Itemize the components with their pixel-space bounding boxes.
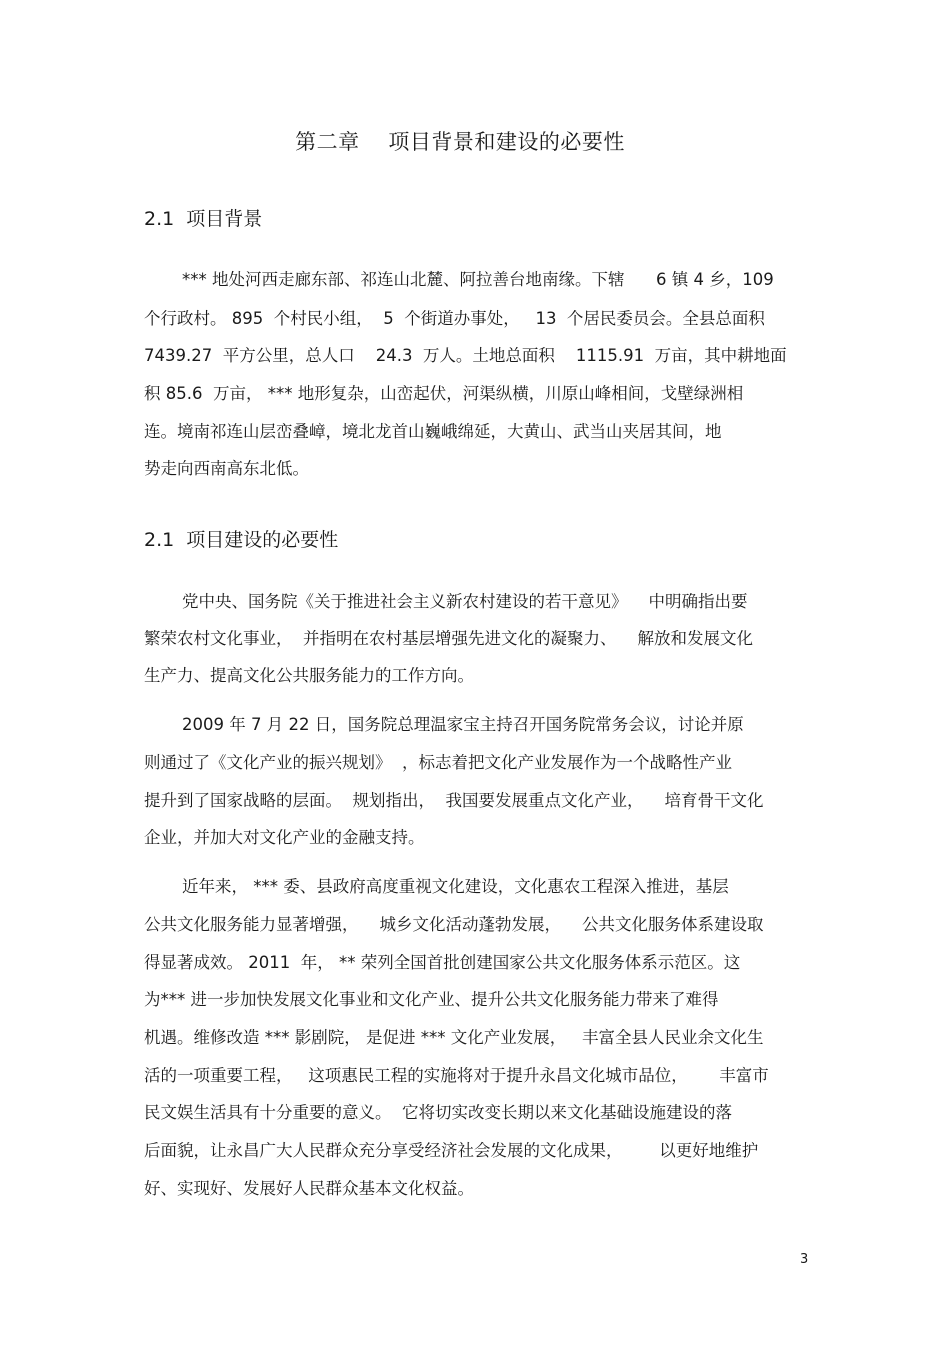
text-line: 公共文化服务能力显著增强， 城乡文化活动蓬勃发展， 公共文化服务体系建设取 (144, 915, 764, 934)
text-line: 为*** 进一步加快发展文化事业和文化产业、提升公共文化服务能力带来了难得 (144, 990, 719, 1009)
text-line: *** 地处河西走廊东部、祁连山北麓、阿拉善台地南缘。下辖 6 镇 4 乡，109 (182, 270, 774, 289)
page-number: 3 (800, 1252, 809, 1267)
chapter-title: 第二章 项目背景和建设的必要性 (295, 130, 625, 154)
text-line: 7439.27 平方公里，总人口 24.3 万人。土地总面积 1115.91 万亩，其中耕地面 (144, 346, 787, 365)
text-line: 企业，并加大对文化产业的金融支持。 (144, 828, 425, 847)
text-line: 提升到了国家战略的层面。 规划指出， 我国要发展重点文化产业， 培育骨干文化 (144, 791, 764, 810)
text-line: 民文娱生活具有十分重要的意义。 它将切实改变长期以来文化基础设施建设的落 (144, 1103, 732, 1122)
text-line: 个行政村。 895 个村民小组， 5 个街道办事处， 13 个居民委员会。全县总面积 (144, 309, 765, 328)
text-line: 2009 年 7 月 22 日，国务院总理温家宝主持召开国务院常务会议，讨论并原 (182, 715, 744, 734)
text-line: 后面貌，让永昌广大人民群众充分享受经济社会发展的文化成果， 以更好地维护 (144, 1141, 759, 1160)
text-line: 好、实现好、发展好人民群众基本文化权益。 (144, 1179, 474, 1198)
section-heading-background: 2.1 项目背景 (144, 208, 263, 230)
text-line: 生产力、提高文化公共服务能力的工作方向。 (144, 666, 474, 685)
text-line: 近年来， *** 委、县政府高度重视文化建设，文化惠农工程深入推进，基层 (182, 877, 729, 896)
text-line: 活的一项重要工程， 这项惠民工程的实施将对于提升永昌文化城市品位， 丰富市 (144, 1066, 769, 1085)
text-line: 繁荣农村文化事业， 并指明在农村基层增强先进文化的凝聚力、 解放和发展文化 (144, 629, 753, 648)
text-line: 连。境南祁连山层峦叠嶂，境北龙首山巍峨绵延，大黄山、武当山夹居其间，地 (144, 422, 722, 441)
text-line: 得显著成效。 2011 年， ** 荣列全国首批创建国家公共文化服务体系示范区。这 (144, 953, 741, 972)
text-line: 积 85.6 万亩， *** 地形复杂，山峦起伏，河渠纵横，川原山峰相间，戈壁绿洲相 (144, 384, 744, 403)
text-line: 则通过了《文化产业的振兴规划》 ，标志着把文化产业发展作为一个战略性产业 (144, 753, 732, 772)
text-line: 机遇。维修改造 *** 影剧院， 是促进 *** 文化产业发展， 丰富全县人民业余文化生 (144, 1028, 764, 1047)
section-heading-necessity: 2.1 项目建设的必要性 (144, 529, 339, 551)
text-line: 党中央、国务院《关于推进社会主义新农村建设的若干意见》 中明确指出要 (182, 592, 748, 611)
text-line: 势走向西南高东北低。 (144, 459, 309, 478)
